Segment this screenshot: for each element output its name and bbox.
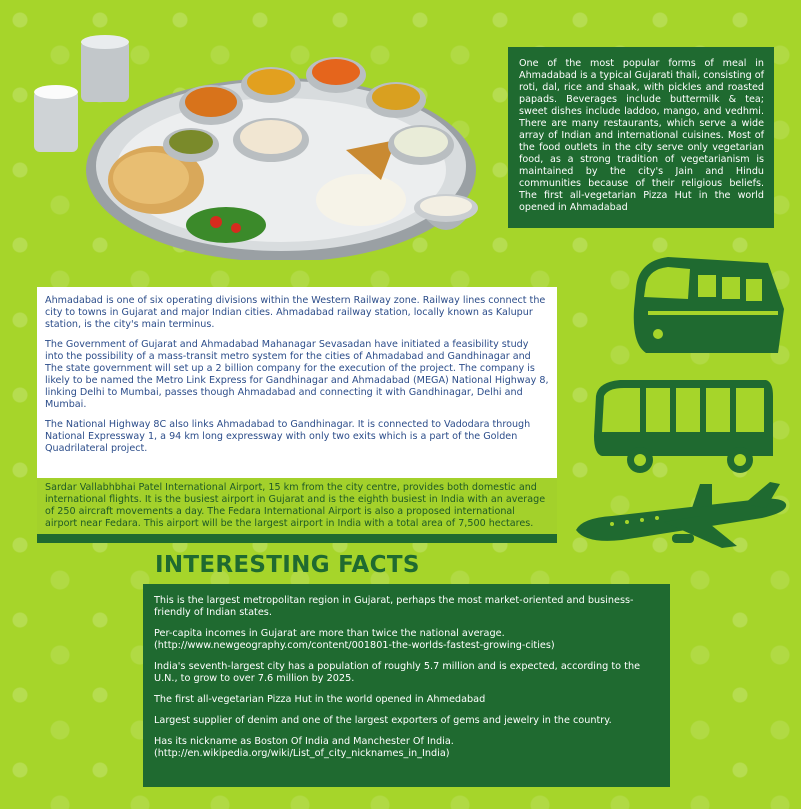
divider <box>37 534 557 543</box>
fact-item: Largest supplier of denim and one of the largest exporters of gems and jewelry in the country. <box>154 715 612 726</box>
facts-title: INTERESTING FACTS <box>155 552 420 578</box>
fact-item: This is the largest metropolitan region in Gujarat, perhaps the most market-oriented and business-friendly of Indian states. <box>154 595 634 618</box>
airplane-icon <box>572 478 792 558</box>
train-icon <box>628 249 786 357</box>
metro-paragraph: The Government of Gujarat and Ahmadabad Mahanagar Sevasadan have initiated a feasibility study into the possibility of a mass-transit metro system for the cities of Ahmadabad and Gandhinagar and The state government will set up a 2 billion company for the execution of the project. The company is likely to be named the Metro Link Express for Gandhinagar and Ahmadabad (MEGA) National Highway 8, linking Delhi to Mumbai, passes though Ahmadabad and connecting it with Gandhinagar, Delhi and Mumbai. <box>45 339 549 410</box>
food-description: One of the most popular forms of meal in Ahmadabad is a typical Gujarati thali, consisting of roti, dal, rice and shaak, with pickles and roasted papads. Beverages include buttermilk & tea; sweet dishes include laddoo, mango, and vedhmi. There are many restaurants, which serve a wide array of Indian and international cuisines. Most of the food outlets in the city serve only vegetarian food, as a strong tradition of vegetarianism is maintained by the city's Jain and Hindu communities because of their religious beliefs. The first all-vegetarian Pizza Hut in the world opened in Ahmadabad <box>508 47 774 228</box>
facts-box <box>143 584 670 787</box>
fact-item: Per-capita incomes in Gujarat are more than twice the national average. (http://www.newgeography.com/content/001801-the-worlds-fastest-growing-cities) <box>154 628 555 651</box>
fact-item: The first all-vegetarian Pizza Hut in the world opened in Ahmedabad <box>154 694 486 705</box>
thali-food-image <box>26 30 496 260</box>
railway-paragraph: Ahmadabad is one of six operating divisions within the Western Railway zone. Railway lines connect the city to towns in Gujarat and major Indian cities. Ahmadabad railway station, locally known as Kalupur station, is the city's main terminus. <box>45 295 546 330</box>
highway-paragraph: The National Highway 8C also links Ahmadabad to Gandhinagar. It is connected to Vadodara through National Expressway 1, a 94 km long expressway with only two exits which is a part of the Golden Quadrilateral project. <box>45 419 531 454</box>
bus-icon <box>590 376 775 476</box>
fact-item: Has its nickname as Boston Of India and Manchester Of India. (http://en.wikipedia.org/wiki/List_of_city_nicknames_in_India) <box>154 736 454 759</box>
airport-paragraph: Sardar Vallabhbhai Patel International Airport, 15 km from the city centre, provides both domestic and international flights. It is the busiest airport in Gujarat and is the eighth busiest in India with an average of 250 aircraft movements a day. The Fedara International Airport is also a proposed international airport near Fedara. This airport will be the largest airport in India with a total area of 7,500 hectares. <box>37 478 557 534</box>
fact-item: India's seventh-largest city has a population of roughly 5.7 million and is expected, according to the U.N., to grow to over 7.6 million by 2025. <box>154 661 641 684</box>
